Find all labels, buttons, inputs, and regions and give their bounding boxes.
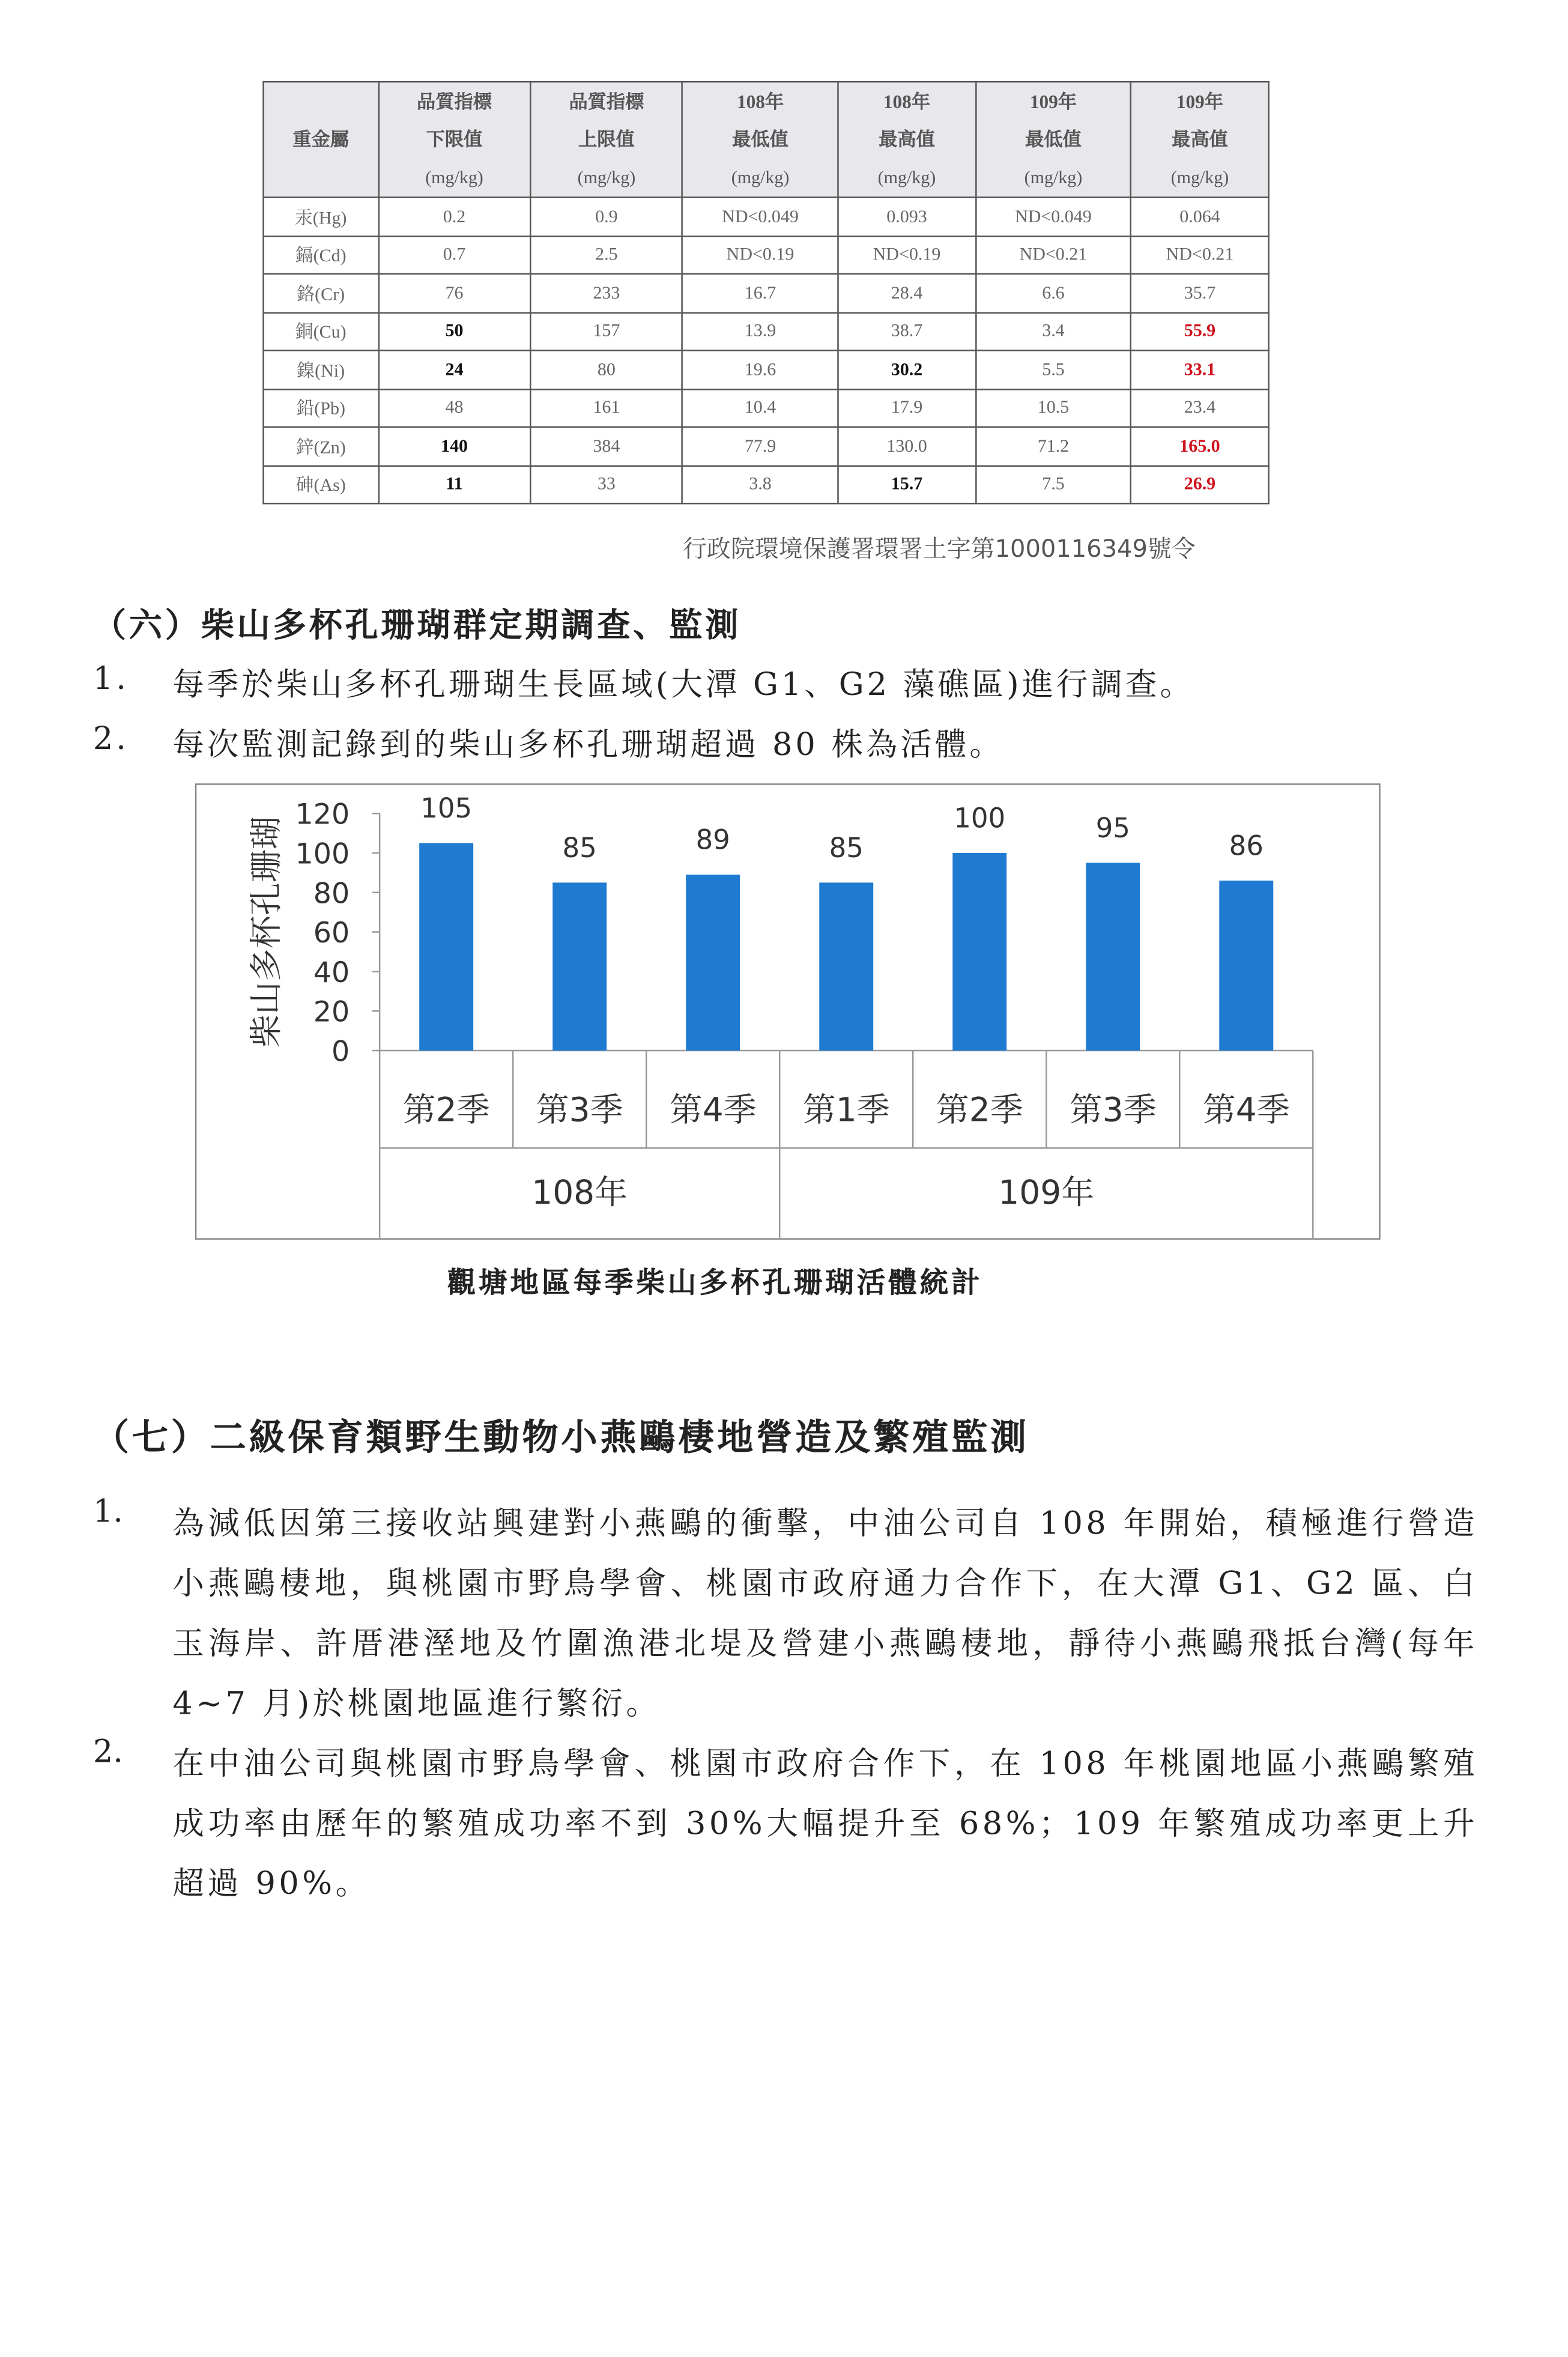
value-cell: 48 — [378, 389, 530, 427]
item-number: 2. — [92, 720, 129, 757]
value-cell: 384 — [530, 427, 682, 466]
value-cell: 33.1 — [1131, 350, 1268, 389]
column-header — [838, 82, 975, 197]
value-cell: 50 — [378, 312, 530, 351]
metal-name-cell: 鎘(Cd) — [264, 235, 378, 274]
section-7-title: （七）二級保育類野生動物小燕鷗棲地營造及繁殖監測 — [92, 1415, 1030, 1459]
value-cell: 130.0 — [838, 427, 975, 466]
header-line: (mg/kg) — [1170, 166, 1229, 187]
coral-bar-chart — [195, 783, 1381, 1240]
category-label: 第3季 — [535, 1090, 623, 1129]
header-line: 108年 — [736, 91, 784, 112]
value-cell: 11 — [378, 466, 530, 504]
section-6-item-2: 每次監測記錄到的柴山多杯孔珊瑚超過 80 株為活體。 — [172, 726, 1004, 763]
header-line: 108年 — [883, 91, 931, 112]
value-cell: 0.7 — [378, 235, 530, 274]
header-line: 109年 — [1176, 91, 1224, 112]
header-line: (mg/kg) — [1024, 166, 1083, 187]
value-cell: 140 — [378, 427, 530, 466]
y-axis-label: 柴山多杯孔珊瑚 — [246, 816, 285, 1047]
table-row — [264, 350, 1269, 389]
value-cell: 38.7 — [838, 312, 975, 351]
value-cell: 157 — [530, 312, 682, 351]
value-cell: 10.5 — [976, 389, 1131, 427]
y-tick-label: 20 — [312, 995, 349, 1028]
value-cell: ND<0.21 — [976, 235, 1131, 274]
value-cell: 165.0 — [1131, 427, 1268, 466]
metal-name-cell: 鋅(Zn) — [264, 427, 378, 466]
metal-name-cell: 銅(Cu) — [264, 312, 378, 351]
value-cell: 19.6 — [683, 350, 838, 389]
table-row — [264, 312, 1269, 351]
value-cell: ND<0.049 — [976, 198, 1131, 236]
value-cell: 0.093 — [838, 198, 975, 236]
header-line: 品質指標 — [417, 91, 492, 112]
value-cell: 3.4 — [976, 312, 1131, 351]
data-label: 86 — [1228, 829, 1263, 861]
bar — [685, 874, 739, 1050]
table-row — [264, 274, 1269, 312]
data-label: 85 — [562, 831, 596, 863]
value-cell: 0.9 — [530, 198, 682, 236]
data-label: 85 — [828, 831, 863, 863]
value-cell: 15.7 — [838, 466, 975, 504]
column-header — [1131, 82, 1268, 197]
category-label: 第2季 — [402, 1090, 489, 1129]
value-cell: 13.9 — [683, 312, 838, 351]
table-row — [264, 427, 1269, 466]
bar — [1218, 880, 1273, 1050]
value-cell: 17.9 — [838, 389, 975, 427]
column-header — [976, 82, 1131, 197]
group-label: 109年 — [997, 1172, 1094, 1211]
value-cell: 24 — [378, 350, 530, 389]
column-header — [683, 82, 838, 197]
table-body — [264, 198, 1269, 504]
header-line: (mg/kg) — [425, 166, 483, 187]
item-number: 2. — [92, 1733, 124, 1770]
y-tick-label: 120 — [294, 797, 349, 831]
value-cell: 77.9 — [683, 427, 838, 466]
value-cell: 76 — [378, 274, 530, 312]
table-source-note: 行政院環境保護署環署土字第1000116349號令 — [682, 534, 1196, 563]
value-cell: 33 — [530, 466, 682, 504]
value-cell: 23.4 — [1131, 389, 1268, 427]
column-header — [264, 82, 378, 197]
heavy-metal-table — [262, 81, 1270, 505]
bar — [819, 882, 873, 1050]
chart-svg — [195, 783, 1380, 1239]
metal-name-cell: 汞(Hg) — [264, 198, 378, 236]
y-tick-label: 0 — [330, 1034, 349, 1068]
section-6-title: （六）柴山多杯孔珊瑚群定期調查、監測 — [92, 606, 742, 646]
header-line: 109年 — [1029, 91, 1077, 112]
value-cell: 30.2 — [838, 350, 975, 389]
category-label: 第1季 — [802, 1090, 889, 1129]
value-cell: 26.9 — [1131, 466, 1268, 504]
bar — [952, 852, 1006, 1050]
category-label: 第2季 — [935, 1090, 1023, 1129]
header-line: (mg/kg) — [577, 166, 636, 187]
data-label: 105 — [419, 791, 471, 824]
header-line: 下限值 — [426, 128, 483, 150]
metal-name-cell: 砷(As) — [264, 466, 378, 504]
value-cell: 55.9 — [1131, 312, 1268, 351]
value-cell: 10.4 — [683, 389, 838, 427]
value-cell: 6.6 — [976, 274, 1131, 312]
metal-name-cell: 鉛(Pb) — [264, 389, 378, 427]
value-cell: 28.4 — [838, 274, 975, 312]
value-cell: 0.064 — [1131, 198, 1268, 236]
value-cell: 2.5 — [530, 235, 682, 274]
header-line: 品質指標 — [569, 91, 644, 112]
data-label: 95 — [1095, 811, 1130, 843]
header-line: 最高值 — [879, 128, 935, 150]
table-header-row — [264, 82, 1269, 197]
header-line: 最低值 — [732, 128, 789, 150]
section-7-item-1: 為減低因第三接收站興建對小燕鷗的衝擊，中油公司自 108 年開始，積極進行營造小燕鷗棲地，與桃園市野鳥學會、桃園市政府通力合作下，在大潭 G1、G2 區、白玉海岸、許厝港溼地及竹圍漁港北堤及營建小燕鷗棲地，靜待小燕鷗飛抵台灣(每年 4~7 月)於桃園地區進行繁衍。 — [172, 1505, 1479, 1721]
column-header — [378, 82, 530, 197]
header-line: 最高值 — [1172, 128, 1228, 150]
chart-caption: 觀塘地區每季柴山多杯孔珊瑚活體統計 — [447, 1266, 983, 1300]
y-tick-label: 60 — [312, 915, 349, 949]
value-cell: ND<0.049 — [683, 198, 838, 236]
group-label: 108年 — [531, 1172, 627, 1211]
table-row — [264, 389, 1269, 427]
item-number: 1. — [92, 1493, 124, 1530]
value-cell: 80 — [530, 350, 682, 389]
table-row — [264, 466, 1269, 504]
value-cell: ND<0.19 — [838, 235, 975, 274]
bar — [1085, 862, 1139, 1050]
metal-name-cell: 鎳(Ni) — [264, 350, 378, 389]
metal-name-cell: 鉻(Cr) — [264, 274, 378, 312]
value-cell: 3.8 — [683, 466, 838, 504]
value-cell: 0.2 — [378, 198, 530, 236]
value-cell: 233 — [530, 274, 682, 312]
bar — [552, 882, 606, 1050]
value-cell: 16.7 — [683, 274, 838, 312]
value-cell: 7.5 — [976, 466, 1131, 504]
value-cell: ND<0.19 — [683, 235, 838, 274]
category-label: 第4季 — [668, 1090, 756, 1129]
category-label: 第3季 — [1068, 1090, 1156, 1129]
header-line: 重金屬 — [292, 128, 350, 150]
table-row — [264, 198, 1269, 236]
header-line: 最低值 — [1025, 128, 1082, 150]
y-tick-label: 100 — [294, 837, 349, 870]
header-line: 上限值 — [578, 128, 635, 150]
header-line: (mg/kg) — [731, 166, 790, 187]
section-7-item-2: 在中油公司與桃園市野鳥學會、桃園市政府合作下，在 108 年桃園地區小燕鷗繁殖成功率由歷年的繁殖成功率不到 30%大幅提升至 68%；109 年繁殖成功率更上升超過 90%。 — [172, 1745, 1479, 1902]
data-label: 100 — [953, 801, 1005, 834]
bar — [419, 842, 473, 1049]
value-cell: 71.2 — [976, 427, 1131, 466]
value-cell: ND<0.21 — [1131, 235, 1268, 274]
value-cell: 161 — [530, 389, 682, 427]
category-label: 第4季 — [1202, 1090, 1289, 1129]
y-tick-label: 80 — [312, 876, 349, 910]
header-line: (mg/kg) — [877, 166, 936, 187]
table-row — [264, 235, 1269, 274]
item-number: 1. — [92, 660, 129, 697]
value-cell: 5.5 — [976, 350, 1131, 389]
section-6-item-1: 每季於柴山多杯孔珊瑚生長區域(大潭 G1、G2 藻礁區)進行調查。 — [172, 666, 1194, 703]
column-header — [530, 82, 682, 197]
value-cell: 35.7 — [1131, 274, 1268, 312]
data-label: 89 — [695, 823, 730, 855]
y-tick-label: 40 — [312, 955, 349, 989]
